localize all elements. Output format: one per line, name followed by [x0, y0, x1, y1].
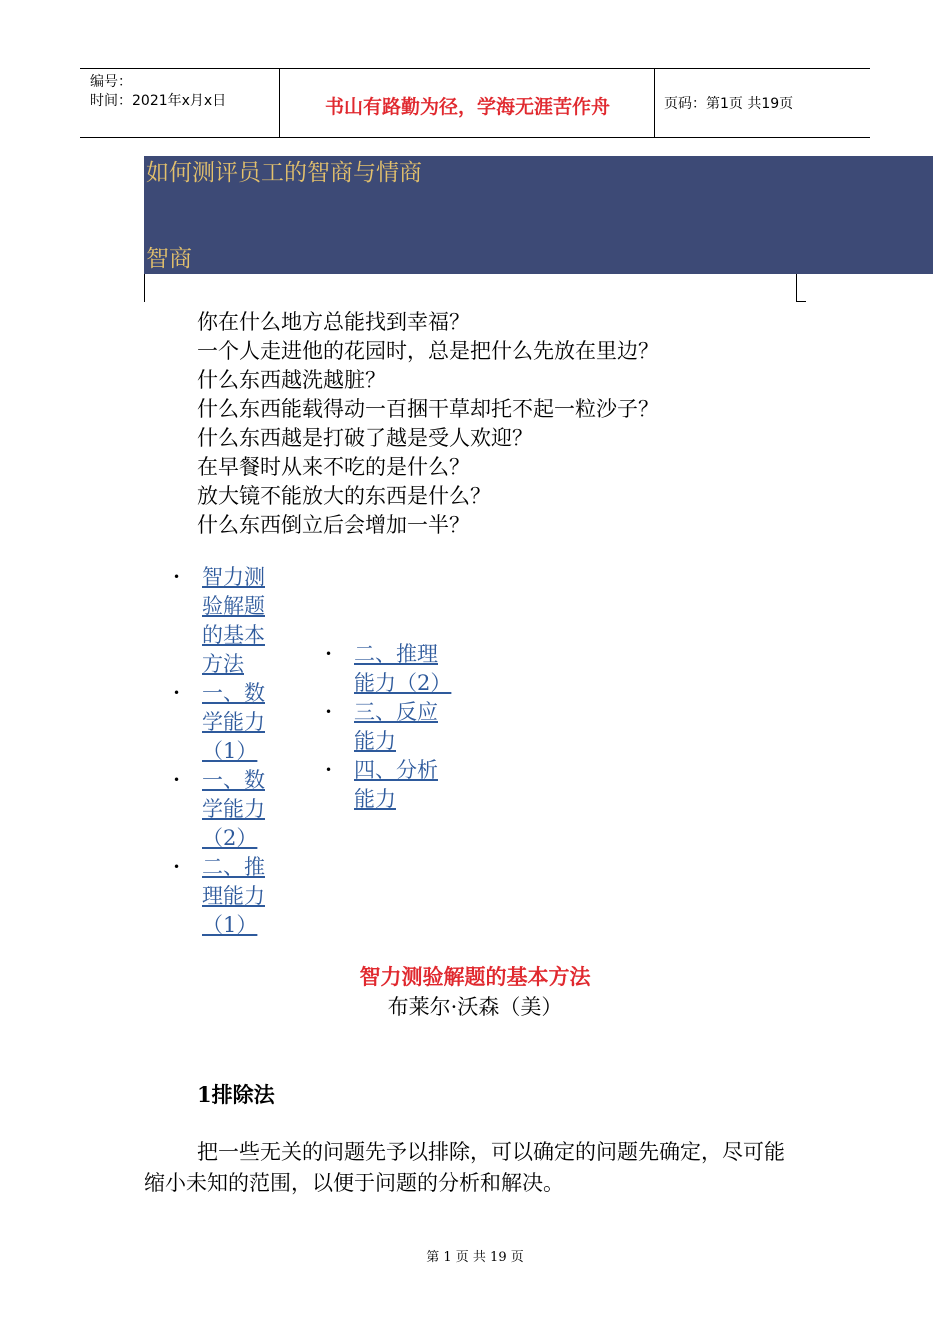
section-author: 布莱尔·沃森（美）	[387, 995, 563, 1019]
bullet-icon: •	[325, 647, 333, 661]
toc-link[interactable]: 一、数学能力（1）	[202, 681, 265, 763]
question-item: 在早餐时从来不吃的是什么？	[197, 455, 470, 479]
banner-subtitle: 智商	[146, 246, 192, 272]
banner-title: 如何测评员工的智商与情商	[146, 160, 422, 186]
bullet-icon: •	[173, 860, 181, 874]
bullet-icon: •	[173, 686, 181, 700]
question-item: 放大镜不能放大的东西是什么？	[197, 484, 491, 508]
toc-link[interactable]: 二、推理能力（2）	[354, 642, 452, 695]
toc-item	[173, 766, 282, 853]
toc-item	[173, 679, 282, 766]
body-paragraph: 把一些无关的问题先予以排除，可以确定的问题先确定，尽可能缩小未知的范围，以便于问题的分析和解决。	[144, 1140, 785, 1195]
frame-line-corner	[796, 301, 806, 302]
page-footer: 第 1 页 共 19 页	[426, 1250, 524, 1265]
question-item: 一个人走进他的花园时，总是把什么先放在里边？	[197, 339, 659, 363]
question-list	[197, 308, 659, 540]
bullet-icon: •	[173, 773, 181, 787]
toc-item	[325, 640, 458, 698]
heading-elimination: 1排除法	[197, 1082, 275, 1107]
toc-link[interactable]: 二、推理能力（1）	[202, 855, 265, 937]
section-title: 智力测验解题的基本方法	[359, 964, 591, 989]
question-item: 什么东西越洗越脏？	[197, 368, 386, 392]
number-label: 编号：	[90, 74, 132, 90]
header-motto: 书山有路勤为径，学海无涯苦作舟	[281, 69, 655, 137]
date-label: 时间：2021年x月x日	[90, 93, 227, 109]
header-meta	[80, 69, 280, 137]
toc-link[interactable]: 四、分析能力	[354, 758, 438, 811]
frame-line-left	[144, 274, 145, 302]
toc-item	[325, 756, 458, 814]
toc-item	[325, 698, 458, 756]
toc-column-1	[173, 563, 282, 940]
question-item: 你在什么地方总能找到幸福？	[197, 310, 470, 334]
bullet-icon: •	[325, 763, 333, 777]
toc-column-2	[325, 640, 458, 814]
toc-link[interactable]: 智力测验解题的基本方法	[202, 565, 265, 676]
toc-item	[173, 853, 282, 940]
toc-link[interactable]: 一、数学能力（2）	[202, 768, 265, 850]
question-item: 什么东西越是打破了越是受人欢迎？	[197, 426, 533, 450]
bullet-icon: •	[325, 705, 333, 719]
title-banner	[144, 156, 933, 274]
header-page-info: 页码：第1页 共19页	[664, 96, 794, 112]
page-header	[80, 68, 870, 138]
toc-item	[173, 563, 282, 679]
frame-line-right	[796, 274, 797, 302]
bullet-icon: •	[173, 570, 181, 584]
question-item: 什么东西倒立后会增加一半？	[197, 513, 470, 537]
question-item: 什么东西能载得动一百捆干草却托不起一粒沙子？	[197, 397, 659, 421]
toc-link[interactable]: 三、反应能力	[354, 700, 438, 753]
